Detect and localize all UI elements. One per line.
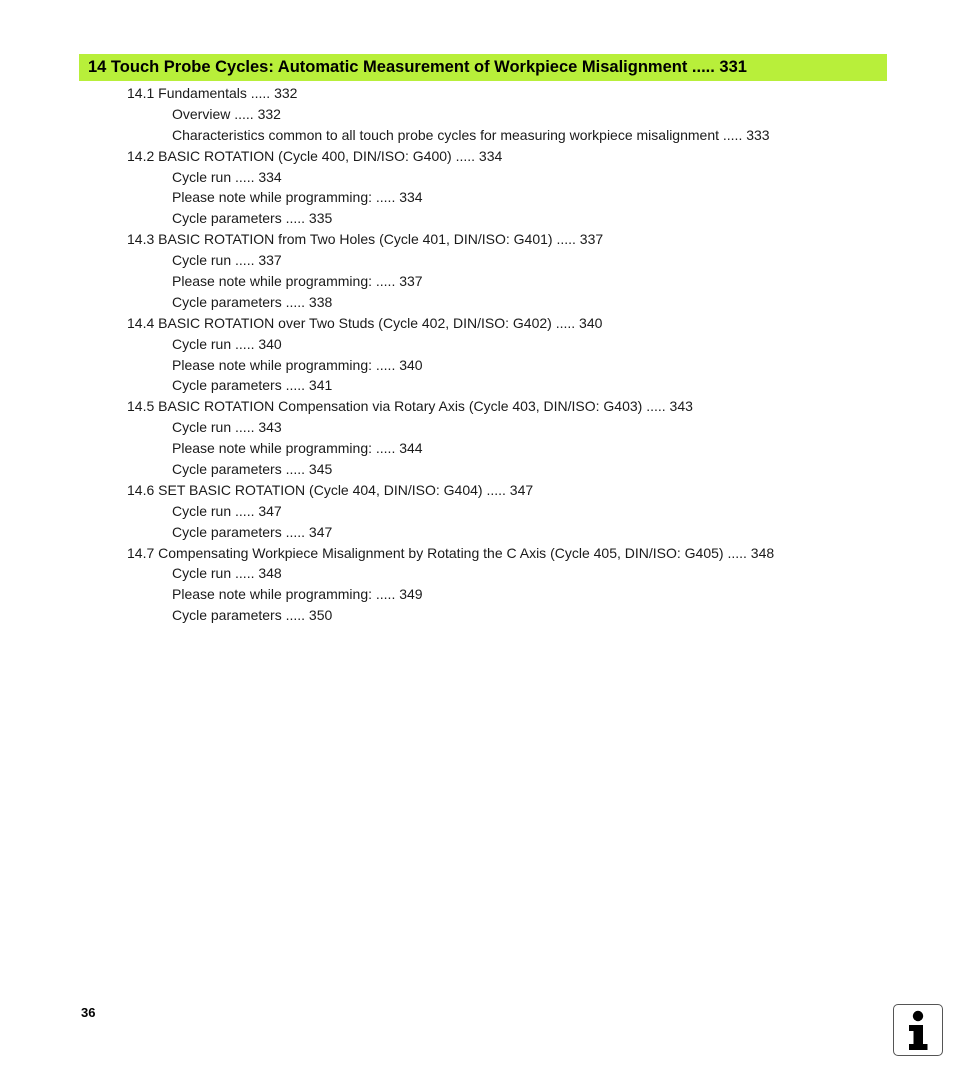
toc-section-entry[interactable]: 14.1 Fundamentals ..... 332 bbox=[127, 85, 298, 101]
toc-subsection-entry[interactable]: Characteristics common to all touch probe cycles for measuring workpiece misalignment ..... 333 bbox=[172, 126, 770, 143]
toc-section-entry[interactable]: 14.7 Compensating Workpiece Misalignment by Rotating the C Axis (Cycle 405, DIN/ISO: G405) ..... 348 bbox=[127, 544, 775, 561]
toc-section-entry[interactable]: 14.4 BASIC ROTATION over Two Studs (Cycle 402, DIN/ISO: G402) ..... 340 bbox=[127, 314, 603, 331]
table-of-contents bbox=[0, 83, 954, 626]
toc-section-entry[interactable]: 14.6 SET BASIC ROTATION (Cycle 404, DIN/ISO: G404) ..... 347 bbox=[127, 481, 534, 498]
toc-subsection-entry[interactable]: Cycle parameters ..... 341 bbox=[172, 377, 333, 394]
toc-subsection-entry[interactable]: Please note while programming: ..... 340 bbox=[172, 356, 423, 373]
toc-subsection-entry[interactable]: Cycle parameters ..... 335 bbox=[172, 210, 333, 227]
toc-subsection-entry[interactable]: Please note while programming: ..... 337 bbox=[172, 273, 423, 290]
chapter-title[interactable]: 14 Touch Probe Cycles: Automatic Measurement of Workpiece Misalignment ..... 331 bbox=[88, 58, 747, 76]
toc-subsection-entry[interactable]: Please note while programming: ..... 334 bbox=[172, 189, 423, 206]
toc-subsection-entry[interactable]: Cycle parameters ..... 347 bbox=[172, 523, 333, 540]
toc-section-entry[interactable]: 14.5 BASIC ROTATION Compensation via Rotary Axis (Cycle 403, DIN/ISO: G403) ..... 343 bbox=[127, 398, 693, 415]
toc-subsection-entry[interactable]: Cycle run ..... 337 bbox=[172, 252, 282, 269]
toc-subsection-entry[interactable]: Cycle run ..... 340 bbox=[172, 335, 282, 352]
toc-subsection-entry[interactable]: Please note while programming: ..... 344 bbox=[172, 440, 423, 457]
toc-subsection-entry[interactable]: Cycle run ..... 343 bbox=[172, 419, 282, 436]
toc-section-entry[interactable]: 14.2 BASIC ROTATION (Cycle 400, DIN/ISO: G400) ..... 334 bbox=[127, 147, 503, 164]
info-icon bbox=[893, 1004, 943, 1056]
toc-subsection-entry[interactable]: Overview ..... 332 bbox=[172, 105, 281, 122]
toc-subsection-entry[interactable]: Cycle parameters ..... 338 bbox=[172, 293, 333, 310]
toc-subsection-entry[interactable]: Cycle run ..... 334 bbox=[172, 168, 282, 185]
toc-subsection-entry[interactable]: Cycle run ..... 348 bbox=[172, 565, 282, 582]
toc-section-entry[interactable]: 14.3 BASIC ROTATION from Two Holes (Cycle 401, DIN/ISO: G401) ..... 337 bbox=[127, 231, 604, 248]
page-number: 36 bbox=[81, 1005, 96, 1020]
toc-subsection-entry[interactable]: Please note while programming: ..... 349 bbox=[172, 586, 423, 603]
toc-subsection-entry[interactable]: Cycle run ..... 347 bbox=[172, 502, 282, 519]
chapter-heading-bar bbox=[79, 54, 887, 81]
toc-subsection-entry[interactable]: Cycle parameters ..... 350 bbox=[172, 607, 333, 624]
toc-subsection-entry[interactable]: Cycle parameters ..... 345 bbox=[172, 461, 333, 478]
